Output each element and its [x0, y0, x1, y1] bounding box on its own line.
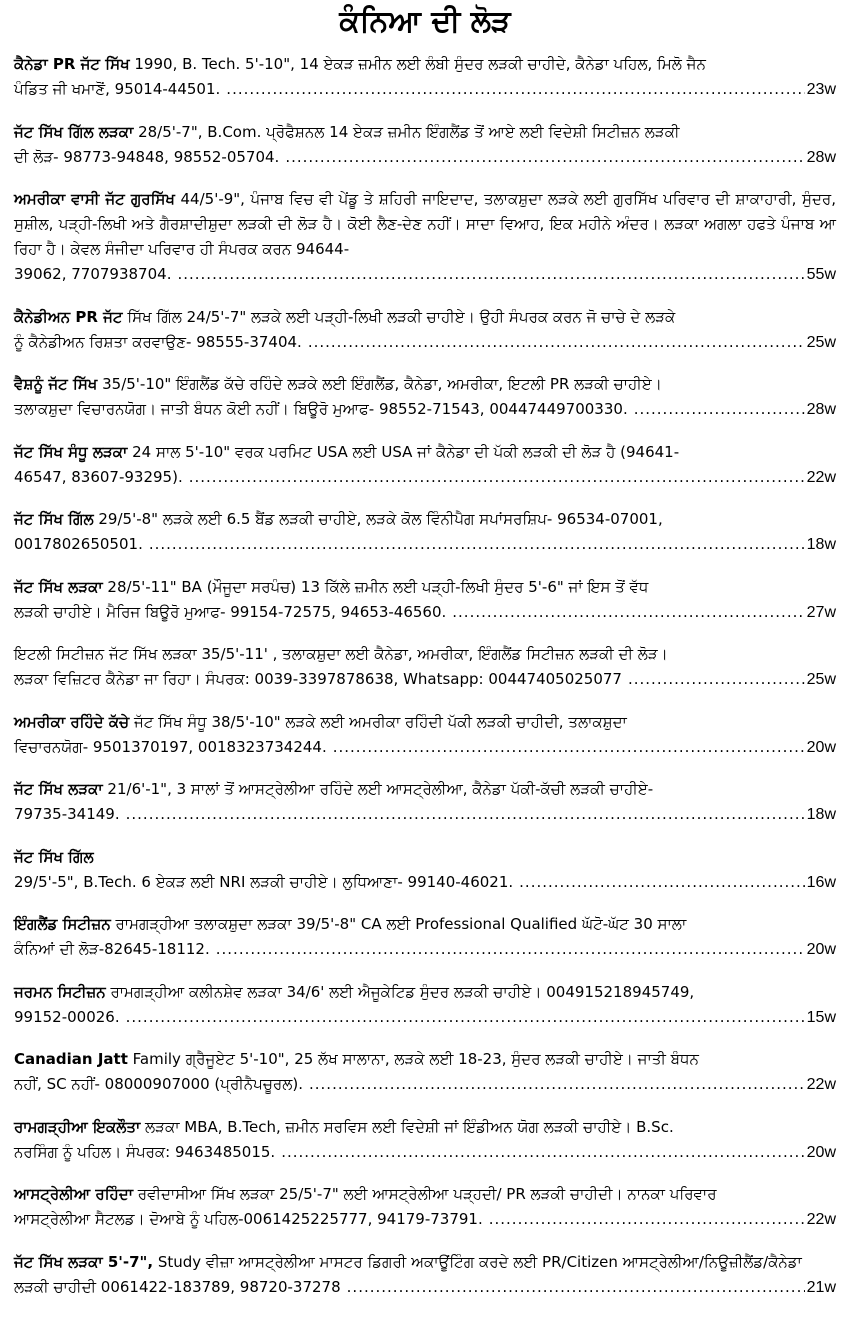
dot-leader	[519, 870, 804, 895]
classified-ad	[14, 575, 836, 625]
ad-contact: ਦੀ ਲੋੜ- 98773-94848, 98552-05704.	[14, 147, 280, 166]
ad-code: 28w	[806, 148, 836, 166]
ad-contact: ਨਰਸਿੰਗ ਨੂੰ ਪਹਿਲ। ਸੰਪਰਕ: 9463485015.	[14, 1142, 276, 1161]
ad-contact-row	[14, 1072, 836, 1097]
ad-text: 44/5'-9", ਪੰਜਾਬ ਵਿਚ ਵੀ ਪੇਂਡੂ ਤੇ ਸ਼ਹਿਰੀ ਜਾਇਦਾਦ, ਤਲਾਕਸ਼ੁਦਾ ਲੜਕੇ ਲਈ ਗੁਰਸਿੱਖ ਪਰਿਵਾਰ ਦੀ ਸ਼ਾਕਾਹਾਰੀ, ਸੁੰਦਰ, ਸੁਸ਼ੀਲ, ਪੜ੍ਹੀ-ਲਿਖੀ ਅਤੇ ਗੈਰਸ਼ਾਦੀਸ਼ੁਦਾ ਲੜਕੀ ਦੀ ਲੋੜ ਹੈ। ਕੋਈ ਲੈਣ-ਦੇਣ ਨਹੀਂ। ਸਾਦਾ ਵਿਆਹ, ਇਕ ਮਹੀਨੇ ਅੰਦਰ। ਲੜਕਾ ਅਗਲਾ ਹਫਤੇ ਪੰਜਾਬ ਆ ਰਿਹਾ ਹੈ। ਕੇਵਲ ਸੰਜੀਦਾ ਪਰਿਵਾਰ ਹੀ ਸੰਪਰਕ ਕਰਨ 94644-	[14, 190, 836, 258]
ad-code: 16w	[806, 873, 836, 891]
ad-contact-row	[14, 397, 836, 422]
ad-contact: 99152-00026.	[14, 1007, 120, 1026]
ad-body	[14, 120, 836, 145]
dot-leader	[189, 465, 805, 490]
ad-contact: ਵਿਚਾਰਨਯੋਗ- 9501370197, 0018323734244.	[14, 737, 327, 756]
dot-leader	[634, 397, 805, 422]
ad-contact: ਲੜਕਾ ਵਿਜ਼ਿਟਰ ਕੈਨੇਡਾ ਜਾ ਰਿਹਾ। ਸੰਪਰਕ: 0039-3397878638, Whatsapp: 00447405025077	[14, 670, 622, 688]
dot-leader	[177, 262, 804, 287]
classified-ad	[14, 507, 836, 557]
ad-contact-row	[14, 870, 836, 895]
ad-code: 23w	[806, 81, 836, 98]
ad-body	[14, 1115, 836, 1140]
ad-body	[14, 1182, 836, 1207]
ad-code: 55w	[806, 266, 836, 283]
ad-code: 22w	[806, 1076, 836, 1093]
ad-text: 1990, B. Tech. 5'-10", 14 ਏਕੜ ਜ਼ਮੀਨ ਲਈ ਲੰਬੀ ਸੁੰਦਰ ਲੜਕੀ ਚਾਹੀਦੇ, ਕੈਨੇਡਾ ਪਹਿਲ, ਮਿਲੋ ਜੈਨ	[134, 55, 706, 73]
page-title: ਕੰਨਿਆ ਦੀ ਲੋੜ	[339, 4, 511, 39]
ad-contact-row	[14, 532, 836, 557]
ad-code: 20w	[806, 1143, 836, 1161]
ad-code: 25w	[806, 333, 836, 351]
classified-ad	[14, 710, 836, 760]
ad-body	[14, 440, 836, 465]
ad-body	[14, 575, 836, 600]
ad-contact-row	[14, 262, 836, 287]
ad-body	[14, 1047, 836, 1072]
dot-leader	[333, 735, 805, 760]
classified-ad	[14, 642, 836, 692]
ad-contact-row	[14, 735, 836, 760]
ad-body	[14, 187, 836, 262]
ad-headline: ਜੱਟ ਸਿੱਖ ਲੜਕਾ	[14, 577, 103, 596]
ad-headline: ਕੈਨੇਡਾ PR ਜੱਟ ਸਿੱਖ	[14, 55, 130, 73]
ad-text: 28/5'-7", B.Com. ਪ੍ਰੋਫੈਸ਼ਨਲ 14 ਏਕੜ ਜ਼ਮੀਨ ਇੰਗਲੈਂਡ ਤੋਂ ਆਏ ਲਈ ਵਿਦੇਸ਼ੀ ਸਿਟੀਜ਼ਨ ਲੜਕੀ	[138, 122, 680, 141]
ad-text: ਰਵੀਦਾਸੀਆ ਸਿੱਖ ਲੜਕਾ 25/5'-7" ਲਈ ਆਸਟ੍ਰੇਲੀਆ ਪੜ੍ਹਦੀ/ PR ਲੜਕੀ ਚਾਹੀਦੀ। ਨਾਨਕਾ ਪਰਿਵਾਰ	[137, 1185, 717, 1203]
ad-text: Family ਗ੍ਰੈਜੂਏਟ 5'-10", 25 ਲੱਖ ਸਾਲਾਨਾ, ਲੜਕੇ ਲਈ 18-23, ਸੁੰਦਰ ਲੜਕੀ ਚਾਹੀਏ। ਜਾਤੀ ਬੰਧਨ	[132, 1050, 699, 1068]
dot-leader	[285, 145, 804, 170]
dot-leader	[126, 802, 805, 827]
dot-leader	[309, 1072, 805, 1097]
ad-body	[14, 642, 836, 667]
ad-text: Study ਵੀਜ਼ਾ ਆਸਟ੍ਰੇਲੀਆ ਮਾਸਟਰ ਡਿਗਰੀ ਅਕਾਊਂਟਿੰਗ ਕਰਦੇ ਲਈ PR/Citizen ਆਸਟ੍ਰੇਲੀਆ/ਨਿਊਜ਼ੀਲੈਂਡ/ਕੈਨੇਡਾ	[157, 1252, 802, 1271]
ad-code: 22w	[806, 468, 836, 486]
ad-contact-row	[14, 330, 836, 355]
ad-contact-row	[14, 145, 836, 170]
ad-code: 25w	[806, 671, 836, 688]
dot-leader	[308, 330, 805, 355]
ad-headline: ਅਮਰੀਕਾ ਰਹਿੰਦੇ ਕੱਚੇ	[14, 712, 130, 731]
classified-page	[0, 2, 850, 1300]
ad-headline: ਇੰਗਲੈਂਡ ਸਿਟੀਜ਼ਨ	[14, 915, 111, 933]
classified-ad	[14, 980, 836, 1030]
dot-leader	[149, 532, 805, 557]
ad-headline: ਜੱਟ ਸਿੱਖ ਗਿੱਲ	[14, 510, 94, 528]
ad-contact-row	[14, 1275, 836, 1300]
classified-ad	[14, 187, 836, 287]
ad-contact: 29/5'-5", B.Tech. 6 ਏਕੜ ਲਈ NRI ਲੜਕੀ ਚਾਹੀਏ। ਲੁਧਿਆਣਾ- 99140-46021.	[14, 872, 514, 891]
dot-leader	[281, 1140, 804, 1165]
ad-contact: ਨੂੰ ਕੈਨੇਡੀਅਨ ਰਿਸ਼ਤਾ ਕਰਵਾਉਣ- 98555-37404.	[14, 332, 302, 351]
classified-ad	[14, 440, 836, 490]
classified-ad	[14, 1047, 836, 1097]
ad-contact: ਲੜਕੀ ਚਾਹੀਏ। ਮੈਰਿਜ ਬਿਊਰੋ ਮੁਆਫ- 99154-72575, 94653-46560.	[14, 602, 447, 621]
ad-headline: Canadian Jatt	[14, 1050, 128, 1068]
ad-body	[14, 980, 836, 1005]
ad-headline: ਅਮਰੀਕਾ ਵਾਸੀ ਜੱਟ ਗੁਰਸਿੱਖ	[14, 190, 175, 208]
ad-contact: 79735-34149.	[14, 805, 120, 823]
ad-code: 15w	[806, 1008, 836, 1026]
ad-contact-row	[14, 667, 836, 692]
ad-text: ਰਾਮਗੜ੍ਹੀਆ ਤਲਾਕਸ਼ੁਦਾ ਲੜਕਾ 39/5'-8" CA ਲਈ Professional Qualified ਘੱਟੋ-ਘੱਟ 30 ਸਾਲਾ	[115, 915, 687, 933]
dot-leader	[489, 1207, 805, 1232]
ad-code: 18w	[806, 806, 836, 823]
ad-body	[14, 305, 836, 330]
ad-contact: 46547, 83607-93295).	[14, 467, 183, 486]
dot-leader	[347, 1275, 805, 1300]
ad-contact: ਤਲਾਕਸ਼ੁਦਾ ਵਿਚਾਰਨਯੋਗ। ਜਾਤੀ ਬੰਧਨ ਕੋਈ ਨਹੀਂ। ਬਿਊਰੋ ਮੁਆਫ- 98552-71543, 00447449700330.	[14, 400, 628, 418]
ad-contact: ਲੜਕੀ ਚਾਹੀਦੀ 0061422-183789, 98720-37278	[14, 1277, 341, 1296]
ad-contact: ਨਹੀਂ, SC ਨਹੀਂ- 08000907000 (ਪ੍ਰੀਨੈਪਚੂਰਲ).	[14, 1075, 303, 1093]
ad-headline: ਜੱਟ ਸਿੱਖ ਲੜਕਾ	[14, 780, 103, 798]
ad-code: 27w	[806, 603, 836, 621]
ad-headline: ਵੈਸ਼ਨੂੰ ਜੱਟ ਸਿੱਖ	[14, 375, 98, 393]
ad-contact: 0017802650501.	[14, 535, 143, 553]
ad-contact-row	[14, 1207, 836, 1232]
ad-headline: ਜਰਮਨ ਸਿਟੀਜ਼ਨ	[14, 982, 106, 1001]
ad-body	[14, 52, 836, 77]
dot-leader	[226, 77, 804, 102]
classified-ad	[14, 52, 836, 102]
classified-ad	[14, 1115, 836, 1165]
ad-headline: ਰਾਮਗੜ੍ਹੀਆ ਇਕਲੌਤਾ	[14, 1117, 141, 1136]
ad-code: 28w	[806, 401, 836, 418]
ad-text: 29/5'-8" ਲੜਕੇ ਲਈ 6.5 ਬੈਂਡ ਲੜਕੀ ਚਾਹੀਏ, ਲੜਕੇ ਕੋਲ ਵਿੰਨੀਪੈਗ ਸਪਾਂਸਰਸ਼ਿਪ- 96534-07001,	[98, 510, 663, 528]
ad-body	[14, 710, 836, 735]
ad-headline: ਜੱਟ ਸਿੱਖ ਸੰਧੂ ਲੜਕਾ	[14, 442, 128, 461]
classified-ad	[14, 1182, 836, 1232]
ad-headline: ਜੱਟ ਸਿੱਖ ਗਿੱਲ ਲੜਕਾ	[14, 122, 134, 141]
dot-leader	[126, 1005, 805, 1030]
ad-body	[14, 507, 836, 532]
ad-contact-row	[14, 77, 836, 102]
ad-contact: 39062, 7707938704.	[14, 265, 172, 283]
ad-headline: ਜੱਟ ਸਿੱਖ ਗਿੱਲ	[14, 847, 94, 866]
dot-leader	[216, 937, 805, 962]
ad-body	[14, 777, 836, 802]
ad-text: 21/6'-1", 3 ਸਾਲਾਂ ਤੋਂ ਆਸਟ੍ਰੇਲੀਆ ਰਹਿੰਦੇ ਲਈ ਆਸਟ੍ਰੇਲੀਆ, ਕੈਨੇਡਾ ਪੱਕੀ-ਕੱਚੀ ਲੜਕੀ ਚਾਹੀਏ-	[107, 780, 654, 798]
ad-contact-row	[14, 1140, 836, 1165]
classified-ad	[14, 372, 836, 422]
dot-leader	[452, 600, 804, 625]
ad-body	[14, 912, 836, 937]
classified-ad	[14, 777, 836, 827]
classified-ad	[14, 912, 836, 962]
ad-contact-row	[14, 465, 836, 490]
ad-contact-row	[14, 600, 836, 625]
ad-text: ਇਟਲੀ ਸਿਟੀਜ਼ਨ ਜੱਟ ਸਿੱਖ ਲੜਕਾ 35/5'-11' , ਤਲਾਕਸ਼ੁਦਾ ਲਈ ਕੈਨੇਡਾ, ਅਮਰੀਕਾ, ਇੰਗਲੈਂਡ ਸਿਟੀਜ਼ਨ ਲੜਕੀ ਦੀ ਲੋੜ।	[14, 645, 668, 663]
dot-leader	[628, 667, 805, 692]
ad-text: ਜੱਟ ਸਿੱਖ ਸੰਧੂ 38/5'-10" ਲੜਕੇ ਲਈ ਅਮਰੀਕਾ ਰਹਿੰਦੀ ਪੱਕੀ ਲੜਕੀ ਚਾਹੀਦੀ, ਤਲਾਕਸ਼ੁਦਾ	[133, 712, 627, 731]
ads-list	[14, 52, 836, 1300]
ad-text: ਰਾਮਗੜ੍ਹੀਆ ਕਲੀਨਸ਼ੇਵ ਲੜਕਾ 34/6' ਲਈ ਐਜੂਕੇਟਿਡ ਸੁੰਦਰ ਲੜਕੀ ਚਾਹੀਏ। 004915218945749,	[110, 982, 695, 1001]
ad-text: ਲੜਕਾ MBA, B.Tech, ਜ਼ਮੀਨ ਸਰਵਿਸ ਲਈ ਵਿਦੇਸ਼ੀ ਜਾਂ ਇੰਡੀਅਨ ਯੋਗ ਲੜਕੀ ਚਾਹੀਏ। B.Sc.	[145, 1117, 674, 1136]
classified-ad	[14, 305, 836, 355]
ad-text: ਸਿੱਖ ਗਿੱਲ 24/5'-7" ਲੜਕੇ ਲਈ ਪੜ੍ਹੀ-ਲਿਖੀ ਲੜਕੀ ਚਾਹੀਏ। ਉਹੀ ਸੰਪਰਕ ਕਰਨ ਜੋ ਚਾਚੇ ਦੇ ਲੜਕੇ	[127, 307, 676, 326]
ad-contact-row	[14, 937, 836, 962]
ad-contact: ਕੰਨਿਆਂ ਦੀ ਲੋੜ-82645-18112.	[14, 940, 210, 958]
ad-contact-row	[14, 802, 836, 827]
classified-ad	[14, 1250, 836, 1300]
ad-contact: ਪੰਡਿਤ ਜੀ ਖਮਾਣੋਂ, 95014-44501.	[14, 80, 221, 98]
ad-text: 24 ਸਾਲ 5'-10" ਵਰਕ ਪਰਮਿਟ USA ਲਈ USA ਜਾਂ ਕੈਨੇਡਾ ਦੀ ਪੱਕੀ ਲੜਕੀ ਦੀ ਲੋੜ ਹੈ (94641-	[132, 442, 680, 461]
ad-contact: ਆਸਟ੍ਰੇਲੀਆ ਸੈਟਲਡ। ਦੋਆਬੇ ਨੂੰ ਪਹਿਲ-0061425225777, 94179-73791.	[14, 1210, 483, 1228]
ad-text: 35/5'-10" ਇੰਗਲੈਂਡ ਕੱਚੇ ਰਹਿੰਦੇ ਲੜਕੇ ਲਈ ਇੰਗਲੈਂਡ, ਕੈਨੇਡਾ, ਅਮਰੀਕਾ, ਇਟਲੀ PR ਲੜਕੀ ਚਾਹੀਏ।	[102, 375, 662, 393]
ad-code: 22w	[806, 1211, 836, 1228]
ad-code: 18w	[806, 536, 836, 553]
ad-code: 21w	[806, 1278, 836, 1296]
ad-headline: ਕੈਨੇਡੀਅਨ PR ਜੱਟ	[14, 307, 123, 326]
classified-ad	[14, 120, 836, 170]
ad-code: 20w	[806, 941, 836, 958]
ad-code: 20w	[806, 738, 836, 756]
ad-body	[14, 372, 836, 397]
ad-contact-row	[14, 1005, 836, 1030]
ad-headline: ਆਸਟ੍ਰੇਲੀਆ ਰਹਿੰਦਾ	[14, 1185, 133, 1203]
ad-body	[14, 845, 836, 870]
ad-body	[14, 1250, 836, 1275]
ad-headline: ਜੱਟ ਸਿੱਖ ਲੜਕਾ 5'-7",	[14, 1252, 154, 1271]
classified-ad	[14, 845, 836, 895]
ad-text: 28/5'-11" BA (ਮੌਜੂਦਾ ਸਰਪੰਚ) 13 ਕਿੱਲੇ ਜ਼ਮੀਨ ਲਈ ਪੜ੍ਹੀ-ਲਿਖੀ ਸੁੰਦਰ 5'-6" ਜਾਂ ਇਸ ਤੋਂ ਵੱਧ	[107, 577, 649, 596]
